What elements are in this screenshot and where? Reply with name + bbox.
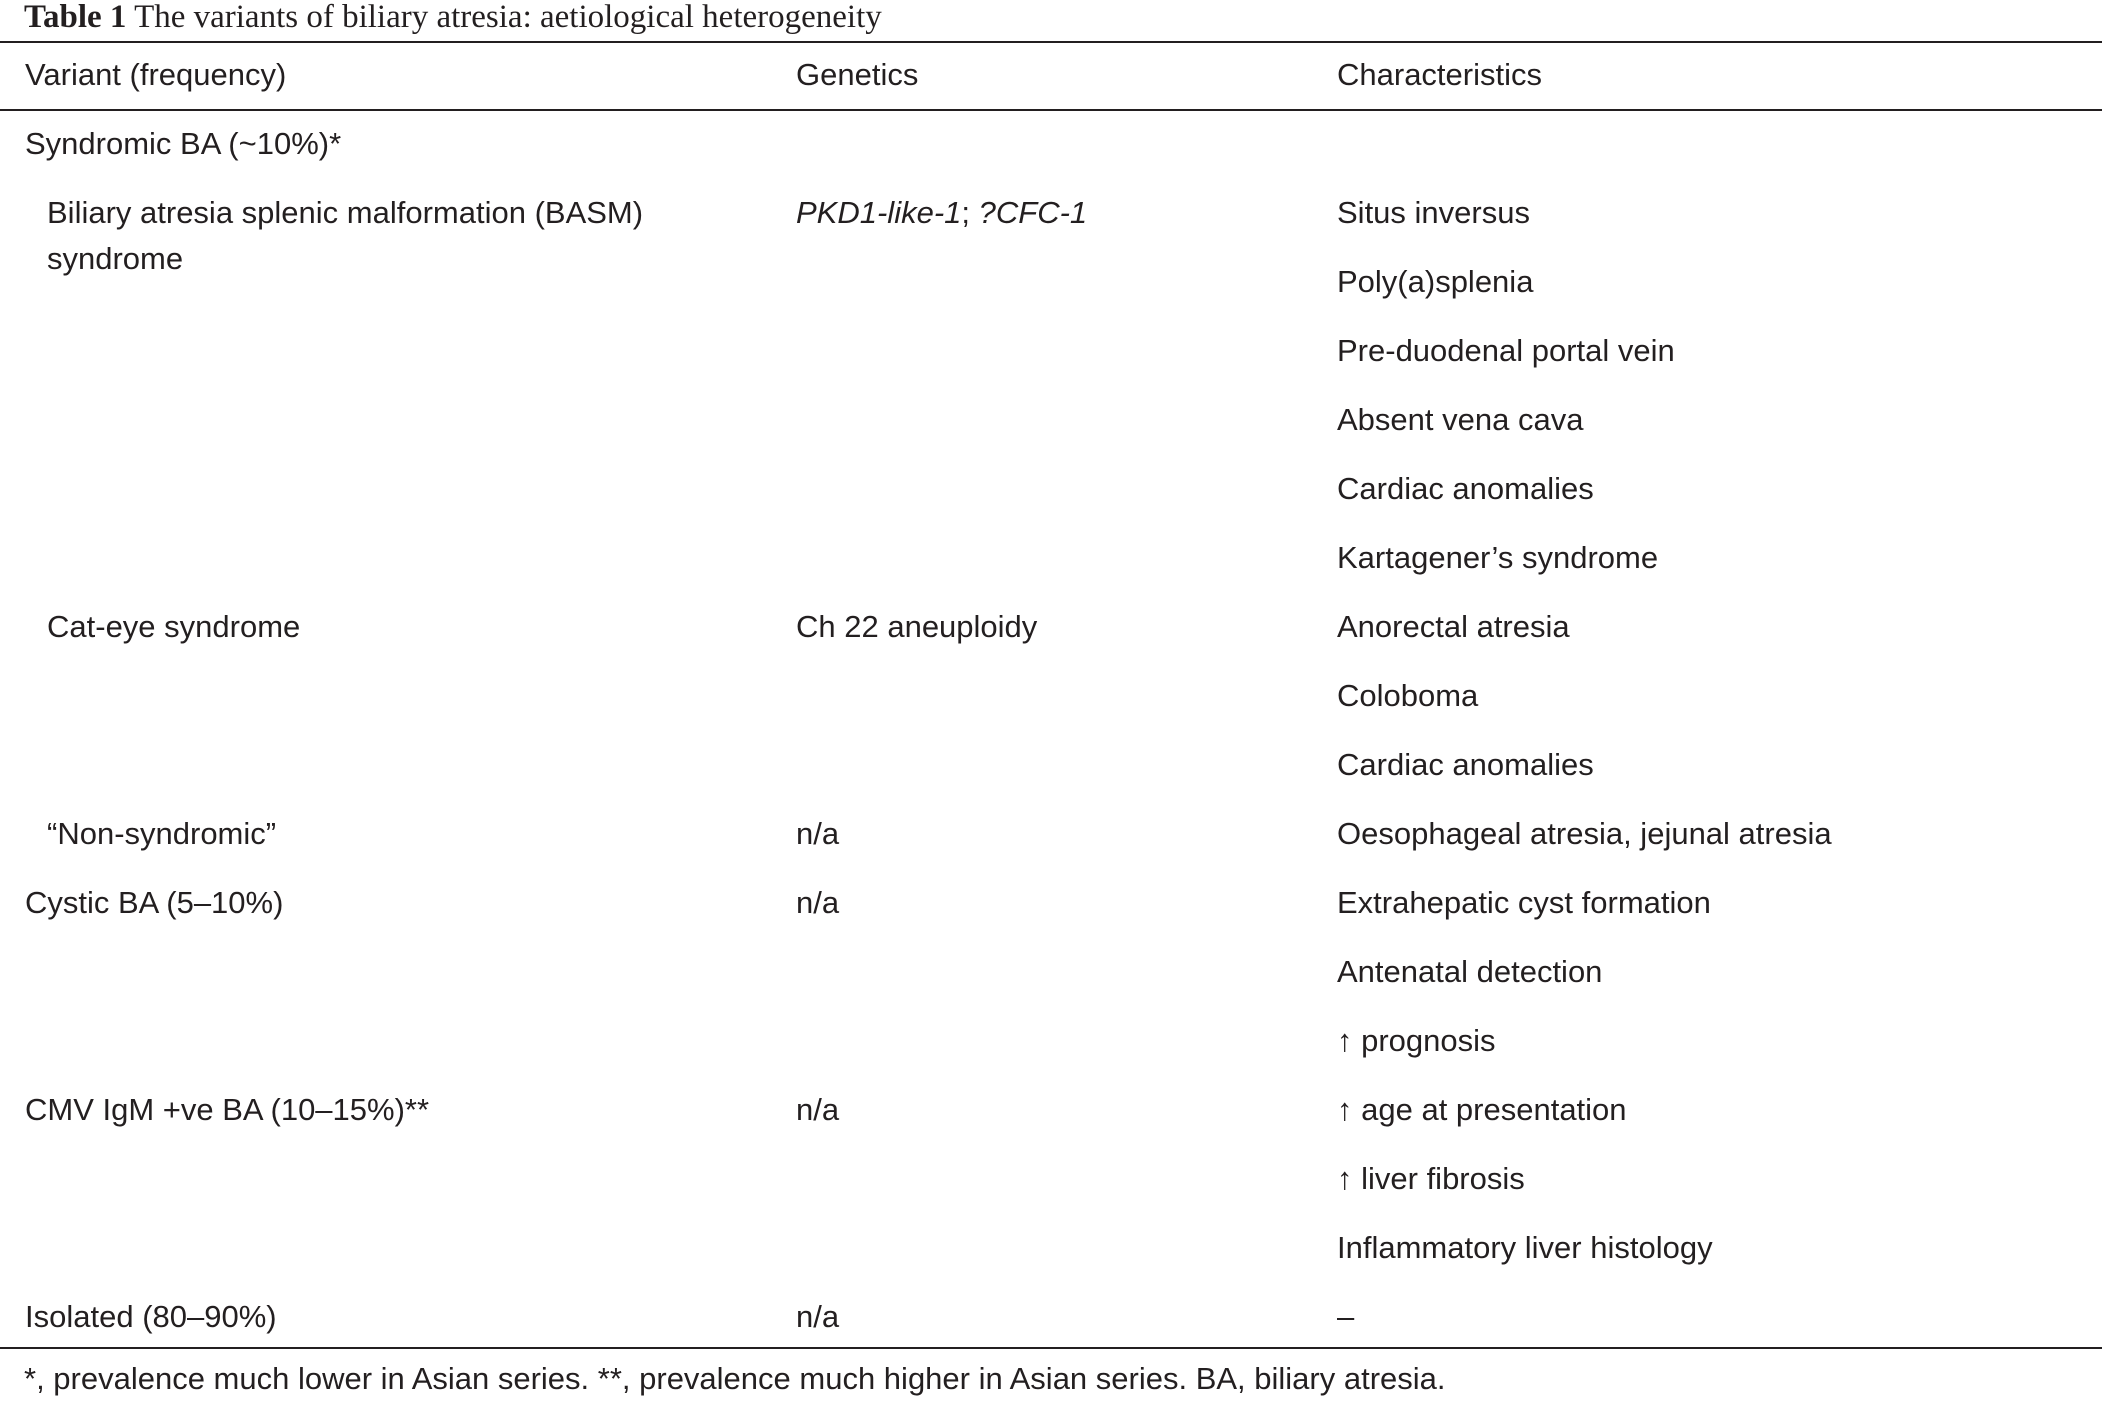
bottom-rule (0, 1347, 2102, 1349)
table-row (0, 1214, 2102, 1283)
gene-cfc1: ?CFC-1 (978, 195, 1088, 230)
characteristic-cell: ↑ prognosis (1337, 1023, 1496, 1058)
header-variant: Variant (frequency) (25, 57, 287, 92)
table-row (0, 662, 2102, 731)
characteristic-cell: Oesophageal atresia, jejunal atresia (1337, 816, 1832, 851)
table-header-row (0, 41, 2102, 110)
characteristic-cell: ↑ age at presentation (1337, 1092, 1627, 1127)
table-row (0, 938, 2102, 1007)
gene-separator: ; (961, 195, 979, 230)
characteristic-cell: Coloboma (1337, 678, 1479, 713)
table-row (0, 386, 2102, 455)
table-row (0, 1283, 2102, 1352)
genetics-cell: n/a (796, 885, 840, 920)
characteristic-cell: Inflammatory liver histology (1337, 1230, 1713, 1265)
characteristic-cell: – (1337, 1299, 1355, 1334)
table-row (0, 110, 2102, 179)
genetics-cell: n/a (796, 1299, 840, 1334)
characteristic-cell: Absent vena cava (1337, 402, 1584, 437)
variant-cell: Cat-eye syndrome (47, 609, 301, 644)
table-row (0, 179, 2102, 276)
characteristic-cell: Situs inversus (1337, 195, 1530, 230)
table-row (0, 455, 2102, 524)
variant-cell: Isolated (80–90%) (25, 1299, 277, 1334)
variant-cell: Syndromic BA (~10%)* (25, 126, 342, 161)
table-footnote: *, prevalence much lower in Asian series. **, prevalence much higher in Asian series. BA, biliary atresia. (24, 1361, 1446, 1396)
characteristic-cell: Anorectal atresia (1337, 609, 1570, 644)
table-row (0, 593, 2102, 662)
table-row (0, 1007, 2102, 1076)
variant-cell: Biliary atresia splenic malformation (BASM) syndrome (47, 195, 644, 276)
genetics-cell (796, 179, 1087, 236)
table-label: Table 1 (24, 0, 127, 35)
genetics-cell: Ch 22 aneuploidy (796, 609, 1038, 644)
variant-cell: Cystic BA (5–10%) (25, 885, 284, 920)
genetics-cell: n/a (796, 816, 840, 851)
characteristic-cell: ↑ liver fibrosis (1337, 1161, 1525, 1196)
characteristic-cell: Poly(a)splenia (1337, 264, 1534, 299)
variant-cell: CMV IgM +ve BA (10–15%)** (25, 1092, 430, 1127)
characteristic-cell: Extrahepatic cyst formation (1337, 885, 1711, 920)
table-row (0, 869, 2102, 938)
characteristic-cell: Antenatal detection (1337, 954, 1603, 989)
characteristic-cell: Kartagener’s syndrome (1337, 540, 1659, 575)
genetics-cell: n/a (796, 1092, 840, 1127)
header-characteristics: Characteristics (1337, 57, 1542, 92)
table-row (0, 1076, 2102, 1145)
table-row (0, 524, 2102, 593)
header-genetics: Genetics (796, 57, 919, 92)
characteristic-cell: Cardiac anomalies (1337, 747, 1594, 782)
table-row (0, 800, 2102, 869)
table-row (0, 248, 2102, 317)
gene-pkd1l1: PKD1-like-1 (796, 195, 962, 230)
table-caption (24, 0, 882, 38)
table-row (0, 731, 2102, 800)
table-row (0, 1145, 2102, 1214)
variant-cell: “Non-syndromic” (47, 816, 277, 851)
table-title: The variants of biliary atresia: aetiological heterogeneity (134, 0, 882, 35)
characteristic-cell: Cardiac anomalies (1337, 471, 1594, 506)
characteristic-cell: Pre-duodenal portal vein (1337, 333, 1675, 368)
table-row (0, 317, 2102, 386)
